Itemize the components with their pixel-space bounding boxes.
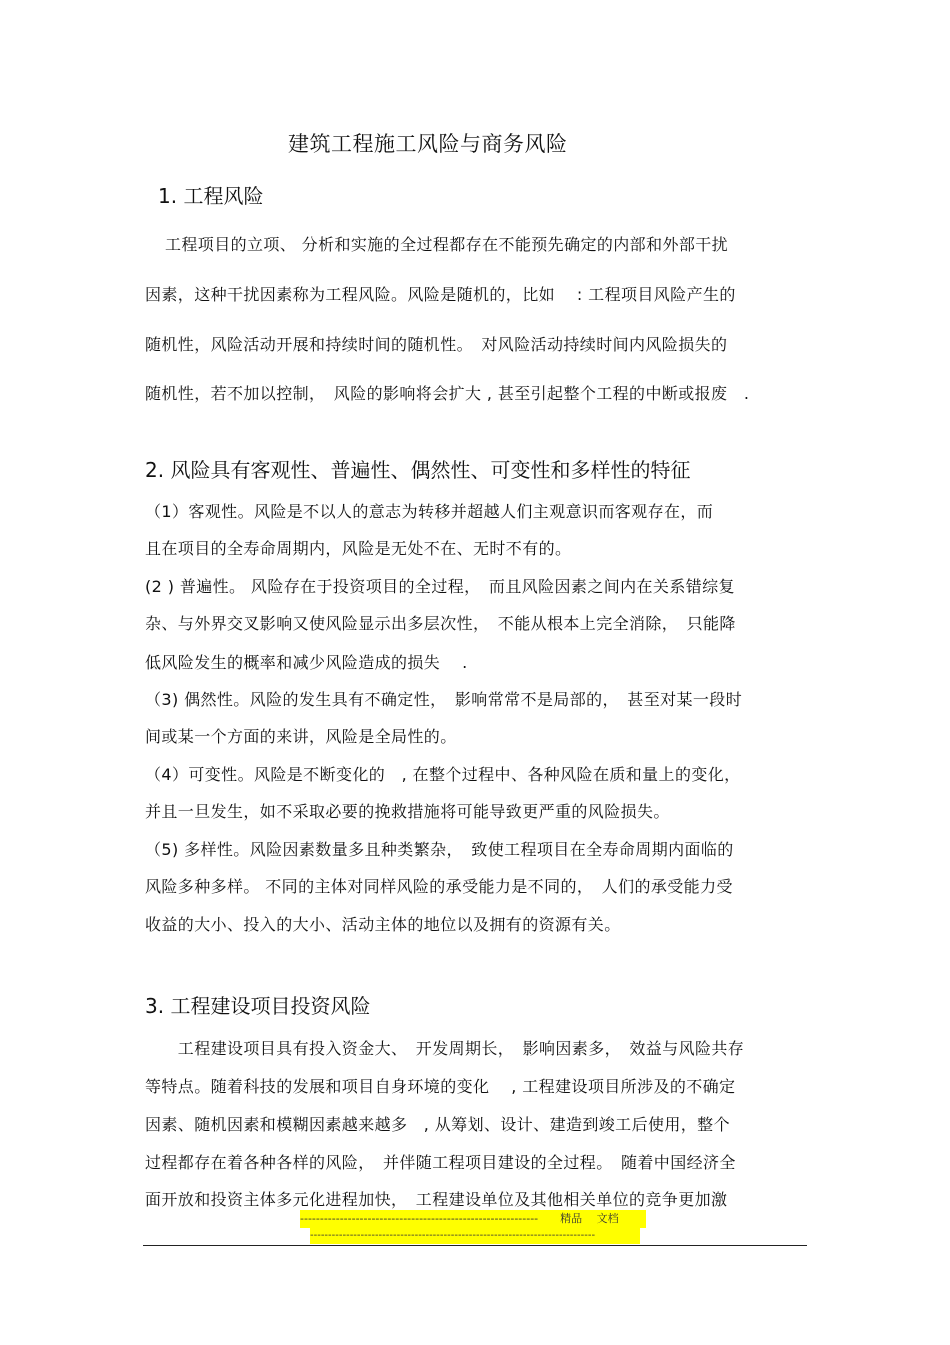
section-2-line-1: （1）客观性。风险是不以人的意志为转移并超越人们主观意识而客观存在，而 bbox=[145, 502, 714, 521]
section-2-line-10: （5) 多样性。风险因素数量多且种类繁杂， 致使工程项目在全寿命周期内面临的 bbox=[145, 840, 734, 859]
section-2-line-6: （3) 偶然性。风险的发生具有不确定性， 影响常常不是局部的， 甚至对某一段时 bbox=[145, 690, 743, 709]
section-2-line-5: 低风险发生的概率和减少风险造成的损失 . bbox=[145, 653, 468, 672]
section-2-line-9: 并且一旦发生，如不采取必要的挽救措施将可能导致更严重的风险损失。 bbox=[145, 802, 670, 821]
section-3-line-2: 等特点。随着科技的发展和项目自身环境的变化 , 工程建设项目所涉及的不确定 bbox=[145, 1077, 736, 1096]
section-1-line-2: 因素，这种干扰因素称为工程风险。风险是随机的，比如 : 工程项目风险产生的 bbox=[145, 285, 736, 304]
section-2-line-11: 风险多种多样。 不同的主体对同样风险的承受能力是不同的， 人们的承受能力受 bbox=[145, 877, 733, 896]
section-3-line-4: 过程都存在着各种各样的风险， 并伴随工程项目建设的全过程。 随着中国经济全 bbox=[145, 1153, 736, 1172]
section-2-line-12: 收益的大小、投入的大小、活动主体的地位以及拥有的资源有关。 bbox=[145, 915, 621, 934]
section-3-line-5: 面开放和投资主体多元化进程加快， 工程建设单位及其他相关单位的竞争更加激 bbox=[145, 1190, 728, 1209]
section-1-line-4: 随机性，若不加以控制， 风险的影响将会扩大 , 甚至引起整个工程的中断或报废 . bbox=[145, 384, 750, 403]
footer-divider bbox=[143, 1245, 807, 1246]
footer-watermark-top bbox=[300, 1210, 646, 1228]
section-2-line-4: 杂、与外界交叉影响又使风险显示出多层次性， 不能从根本上完全消除， 只能降 bbox=[145, 614, 736, 633]
section-1-heading: 1. 工程风险 bbox=[158, 184, 264, 208]
section-3-line-3: 因素、随机因素和模糊因素越来越多 , 从筹划、设计、建造到竣工后使用，整个 bbox=[145, 1115, 730, 1134]
section-2-line-2: 且在项目的全寿命周期内，风险是无处不在、无时不有的。 bbox=[145, 539, 572, 558]
section-2-line-8: （4）可变性。风险是不断变化的 , 在整个过程中、各种风险在质和量上的变化， bbox=[145, 765, 741, 784]
section-3-heading: 3. 工程建设项目投资风险 bbox=[145, 994, 371, 1018]
footer-bottom-text: ------------------------------------------------------------------------------- bbox=[310, 1230, 596, 1241]
section-1-line-3: 随机性，风险活动开展和持续时间的随机性。 对风险活动持续时间内风险损失的 bbox=[145, 335, 728, 354]
section-1-line-1: 工程项目的立项、 分析和实施的全过程都存在不能预先确定的内部和外部干扰 bbox=[165, 235, 729, 254]
section-3-line-1: 工程建设项目具有投入资金大、 开发周期长， 影响因素多， 效益与风险共存 bbox=[145, 1039, 745, 1058]
footer-top-text: ------------------------------------------------------------ 精品 文档 bbox=[300, 1212, 619, 1225]
document-title: 建筑工程施工风险与商务风险 bbox=[288, 132, 568, 156]
section-2-heading: 2. 风险具有客观性、普遍性、偶然性、可变性和多样性的特征 bbox=[145, 458, 691, 482]
section-2-line-7: 间或某一个方面的来讲，风险是全局性的。 bbox=[145, 727, 457, 746]
section-2-line-3: (2 ) 普遍性。 风险存在于投资项目的全过程， 而且风险因素之间内在关系错综复 bbox=[145, 577, 735, 596]
footer-watermark-bottom bbox=[310, 1228, 640, 1244]
